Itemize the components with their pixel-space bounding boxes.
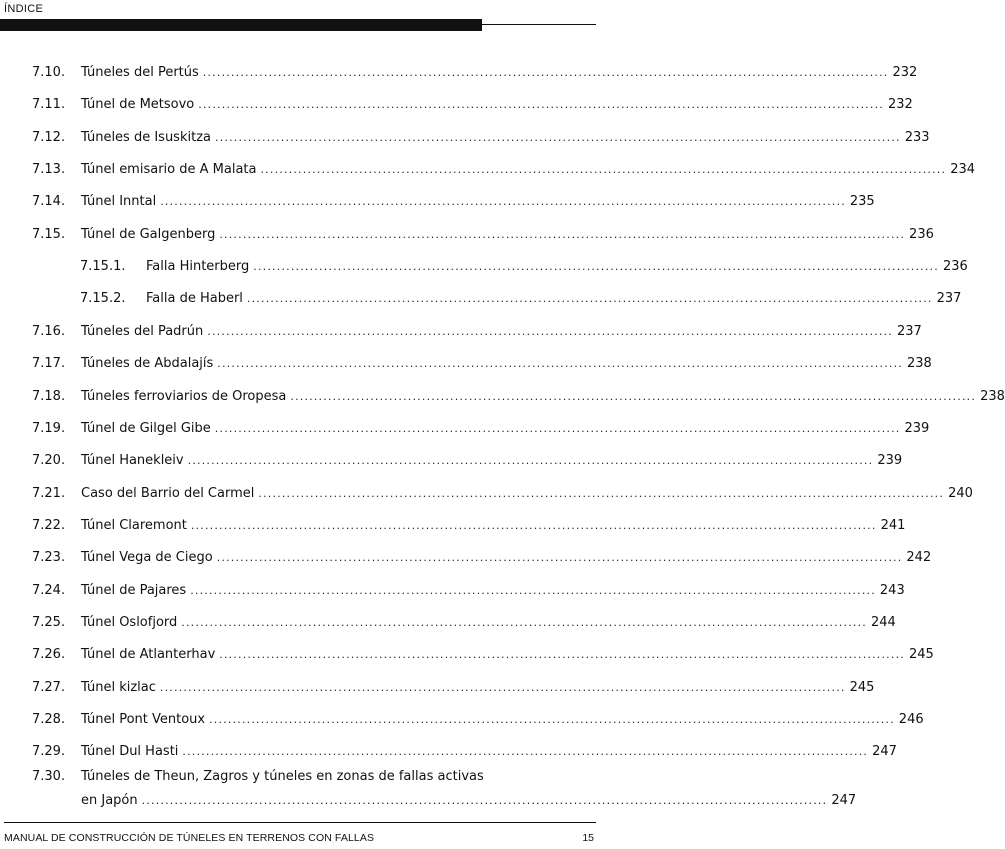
toc-leader-dots: .................................................................................................................................................. [141,794,828,807]
toc-entry-title: Túnel Vega de Ciego [81,550,213,565]
toc-entry[interactable] [32,518,906,534]
toc-entry-page: 245 [849,680,875,695]
toc-entry[interactable] [80,259,968,275]
toc-leader-dots: .................................................................................................................................................. [187,454,874,467]
header-label: ÍNDICE [4,3,44,15]
toc-entry-number: 7.19. [32,421,66,436]
toc-entry-title: Túneles del Padrún [81,324,204,339]
toc-entry-number: 7.12. [32,130,66,145]
toc-entry-title: Túnel de Metsovo [81,97,195,112]
toc-entry-page: 245 [908,647,934,662]
toc-entry-title: Túnel Hanekleiv [81,453,184,468]
toc-entry-title: Túneles de Abdalajís [81,356,214,371]
toc-entry[interactable] [32,550,932,566]
toc-entry-page: 239 [877,453,903,468]
toc-entry-title-continuation: en Japón [81,793,138,808]
toc-entry[interactable] [32,194,875,210]
toc-entry-title: Túnel Oslofjord [81,615,178,630]
toc-entry-title: Túnel emisario de A Malata [81,162,257,177]
toc-leader-dots: .................................................................................................................................................. [217,357,903,370]
toc-leader-dots: .................................................................................................................................................. [219,648,905,661]
toc-entry-number: 7.28. [32,712,66,727]
toc-entry-number: 7.16. [32,324,66,339]
toc-entry-title: Túnel Inntal [81,194,157,209]
toc-leader-dots: .................................................................................................................................................. [215,131,901,144]
toc-entry-number: 7.17. [32,356,66,371]
toc-entry-page: 232 [887,97,913,112]
toc-entry-page: 238 [906,356,932,371]
toc-entry-page: 246 [898,712,924,727]
toc-entry-number: 7.30. [32,769,66,784]
toc-entry-number: 7.20. [32,453,66,468]
footer-text: MANUAL DE CONSTRUCCIÓN DE TÚNELES EN TERRENOS CON FALLAS [4,832,375,844]
toc-entry-title: Túneles del Pertús [81,65,199,80]
toc-leader-dots: .................................................................................................................................................. [198,98,884,111]
toc-entry-page: 243 [879,583,905,598]
toc-entry-title: Túnel de Gilgel Gibe [81,421,211,436]
toc-entry-number: 7.14. [32,194,66,209]
toc-entry[interactable] [32,356,932,372]
toc-entry[interactable] [32,583,905,599]
toc-leader-dots: .................................................................................................................................................. [159,681,846,694]
toc-entry[interactable] [32,130,930,146]
toc-entry-number: 7.15.2. [80,291,126,306]
toc-entry-page: 232 [892,65,918,80]
toc-entry-page: 239 [904,421,930,436]
toc-entry-page: 235 [849,194,875,209]
toc-entry-title: Falla Hinterberg [146,259,250,274]
toc-entry-number: 7.21. [32,486,66,501]
toc-entry-number: 7.23. [32,550,66,565]
toc-entry[interactable] [32,453,903,469]
toc-entry-title: Túnel de Pajares [81,583,187,598]
toc-leader-dots: .................................................................................................................................................. [202,66,889,79]
toc-leader-dots: .................................................................................................................................................. [160,195,846,208]
toc-entry-title: Túnel Pont Ventoux [81,712,206,727]
toc-entry-page: 234 [950,162,976,177]
toc-entry-title: Túnel de Atlanterhav [81,647,216,662]
toc-entry-number: 7.22. [32,518,66,533]
toc-entry[interactable] [32,680,875,696]
toc-entry[interactable] [32,324,922,340]
footer-page-number: 15 [582,832,594,844]
toc-leader-dots: .................................................................................................................................................. [207,325,893,338]
toc-entry-page: 236 [909,227,934,242]
toc-entry[interactable] [32,615,896,631]
toc-entry-number: 7.15.1. [80,259,126,274]
toc-leader-dots: .................................................................................................................................................. [219,228,906,241]
toc-entry-title: Túneles de Theun, Zagros y túneles en zonas de fallas activas [81,769,484,784]
toc-leader-dots: .................................................................................................................................................. [209,713,895,726]
toc-leader-dots: .................................................................................................................................................. [216,551,903,564]
toc-entry-page: 237 [896,324,922,339]
toc-entry-number: 7.18. [32,389,66,404]
header-line [482,24,596,25]
toc-entry-number: 7.10. [32,65,66,80]
toc-leader-dots: .................................................................................................................................................. [190,519,877,532]
toc-entry-number: 7.11. [32,97,66,112]
toc-entry-number: 7.27. [32,680,66,695]
toc-entry[interactable] [32,227,934,243]
toc-entry-page: 244 [870,615,896,630]
toc-entry-title: Falla de Haberl [146,291,243,306]
toc-entry[interactable] [32,97,913,113]
toc-leader-dots: .................................................................................................................................................. [181,616,867,629]
toc-entry-page: 237 [936,291,962,306]
toc-entry-page: 233 [904,130,930,145]
toc-entry-page: 236 [942,259,968,274]
toc-entry[interactable] [32,647,934,663]
toc-leader-dots: .................................................................................................................................................. [214,422,901,435]
toc-leader-dots: .................................................................................................................................................. [190,584,876,597]
toc-entry[interactable] [32,65,918,81]
toc-entry-title: Túnel Claremont [81,518,187,533]
toc-entry-number: 7.13. [32,162,66,177]
toc-entry-title: Caso del Barrio del Carmel [81,486,255,501]
toc-entry-number: 7.29. [32,744,66,759]
toc-leader-dots: .................................................................................................................................................. [182,745,869,758]
toc-entry[interactable] [80,291,962,307]
toc-entry[interactable] [32,712,924,728]
toc-entry-title: Túnel de Galgenberg [81,227,216,242]
toc-entry-page: 240 [948,486,973,501]
toc-entry-number: 7.25. [32,615,66,630]
footer-line [4,822,596,823]
toc-leader-dots: .................................................................................................................................................. [260,163,947,176]
toc-entry[interactable] [32,421,930,437]
toc-entry-title: Túnel Dul Hasti [81,744,179,759]
toc-leader-dots: .................................................................................................................................................. [246,292,933,305]
toc-entry-page: 241 [880,518,906,533]
toc-entry-page: 247 [831,793,857,808]
toc-entry[interactable] [32,389,1005,405]
toc-entry[interactable] [32,162,976,178]
toc-entry-page: 247 [872,744,897,759]
toc-leader-dots: .................................................................................................................................................. [290,390,977,403]
toc-entry-title: Túneles ferroviarios de Oropesa [81,389,287,404]
toc-leader-dots: .................................................................................................................................................. [253,260,939,273]
toc-entry-page: 238 [980,389,1005,404]
header-bar [0,19,482,31]
toc-entry[interactable] [32,744,897,760]
toc-entry-7-30[interactable] [32,769,857,809]
toc-entry-number: 7.15. [32,227,66,242]
toc-entry-page: 242 [906,550,932,565]
toc-entry-number: 7.26. [32,647,66,662]
toc-entry-title: Túneles de Isuskitza [81,130,211,145]
toc-leader-dots: .................................................................................................................................................. [258,487,945,500]
toc-entry-number: 7.24. [32,583,66,598]
toc-entry[interactable] [32,486,973,502]
toc-entry-title: Túnel kizlac [81,680,156,695]
